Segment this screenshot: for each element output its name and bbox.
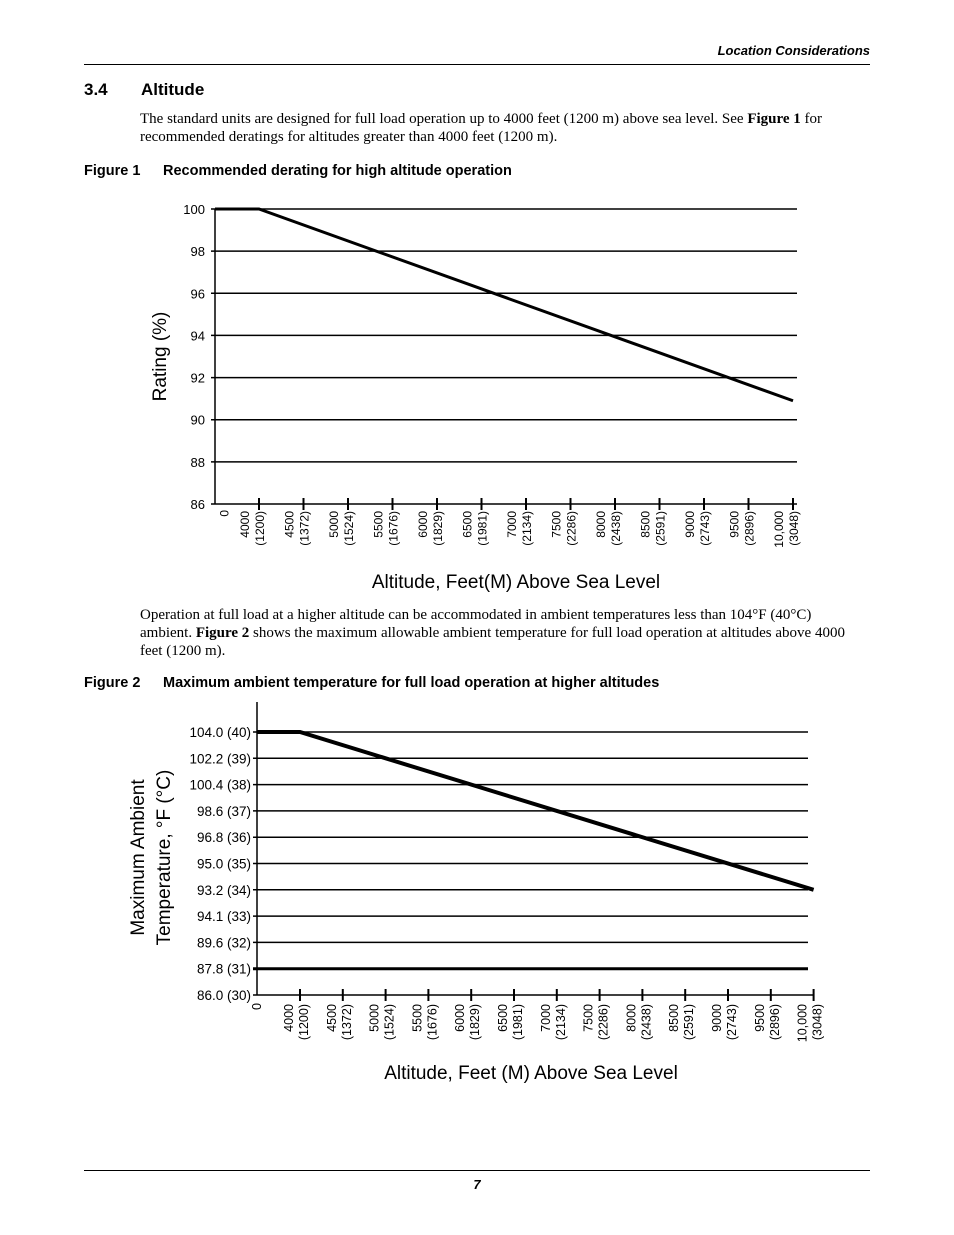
x-tick-label: 5500: [371, 511, 386, 538]
y-tick-label: 93.2 (34): [196, 882, 251, 898]
y-tick-label: 87.8 (31): [196, 961, 251, 977]
figure-2-number: Figure 2: [84, 675, 141, 691]
figure-1-caption: Recommended derating for high altitude operation: [163, 163, 512, 179]
x-tick-label: (1676): [425, 1004, 440, 1041]
x-tick-label: (2438): [639, 1004, 654, 1041]
x-tick-label: 4000: [282, 1004, 296, 1032]
y-tick-label: 86: [190, 497, 205, 512]
x-tick-label: (1372): [339, 1004, 354, 1041]
x-tick-label: (2743): [698, 511, 712, 546]
x-tick-label: 5000: [327, 511, 341, 538]
x-tick-label: (1524): [382, 1004, 397, 1041]
x-tick-label: 6500: [460, 511, 475, 538]
x-tick-label: (2591): [653, 511, 668, 546]
x-tick-label: (1200): [297, 1004, 311, 1041]
y-tick-label: 90: [190, 412, 205, 428]
y-tick-label: 88: [190, 454, 205, 470]
x-tick-label: 9500: [752, 1004, 767, 1032]
x-tick-label: (2591): [682, 1004, 697, 1041]
x-tick-label: 8500: [667, 1004, 682, 1032]
y-tick-label: 104.0 (40): [189, 725, 251, 740]
x-tick-label: (1372): [297, 511, 312, 546]
x-tick-label: 8000: [594, 511, 608, 538]
y-tick-label: 98.6 (37): [196, 803, 251, 819]
x-tick-label: 4500: [324, 1004, 339, 1032]
x-tick-label: 9000: [710, 1004, 724, 1032]
x-tick-label: 6000: [416, 511, 430, 538]
x-tick-label: (2743): [725, 1004, 739, 1041]
x-axis-title: Altitude, Feet (M) Above Sea Level: [384, 1063, 678, 1084]
x-tick-label: 6000: [453, 1004, 468, 1032]
x-tick-label: 10,000: [795, 1004, 810, 1043]
section-number: 3.4: [84, 80, 108, 99]
x-tick-label: 7000: [505, 511, 519, 538]
x-tick-label: 10,000: [772, 511, 786, 548]
x-tick-label: (2438): [609, 511, 623, 546]
x-tick-label: (1981): [511, 1004, 525, 1041]
x-tick-label: 7500: [581, 1004, 596, 1032]
y-tick-label: 98: [190, 244, 205, 260]
y-tick-label: 102.2 (39): [189, 751, 251, 767]
y-tick-label: 96: [190, 286, 205, 302]
x-tick-label: 8500: [638, 511, 653, 538]
x-tick-label: (1676): [386, 511, 401, 546]
figure-2-caption: Maximum ambient temperature for full load operation at higher altitudes: [163, 675, 660, 691]
figure-2-ref: Figure 2: [195, 625, 250, 641]
x-tick-label: 6500: [496, 1004, 510, 1032]
x-tick-label: (3048): [787, 511, 801, 546]
paragraph-2: Operation at full load at a higher altitude can be accommodated in ambient temperatures less than 104°F (40°C) ambient. Figure 2 shows the maximum allowable ambient temperature for full load operation at altitudes above 4000 feet (1200 m).: [140, 607, 845, 659]
x-axis-title: Altitude, Feet(M) Above Sea Level: [371, 572, 661, 593]
y-tick-label: 100.4 (38): [189, 777, 251, 793]
x-tick-label: (1524): [342, 511, 356, 546]
x-tick-label: 7500: [549, 511, 564, 538]
rating-derating-chart: [0, 190, 954, 600]
y-tick-label: 86.0 (30): [196, 988, 251, 1003]
header-rule: [84, 64, 870, 65]
y-axis-title-line-2: Temperature, °F (°C): [154, 769, 175, 946]
x-tick-label: (1981): [475, 511, 490, 546]
ambient-temperature-chart: [0, 700, 954, 1090]
x-tick-label: 0: [217, 510, 231, 517]
x-tick-label: (2134): [553, 1004, 568, 1041]
x-tick-label: (2896): [742, 511, 757, 546]
x-tick-label: (1200): [253, 511, 267, 546]
x-tick-label: (2134): [520, 511, 534, 546]
paragraph-1: The standard units are designed for full load operation up to 4000 feet (1200 m) above sea level. See Figure 1 for recommended deratings for altitudes greater than 4000 feet (1200 m).: [140, 111, 823, 145]
x-tick-label: 4500: [282, 511, 297, 538]
y-tick-label: 100: [183, 202, 205, 217]
x-tick-label: (2286): [596, 1004, 611, 1041]
x-tick-label: (3048): [810, 1004, 825, 1041]
x-tick-label: 8000: [624, 1004, 639, 1032]
running-header: Location Considerations: [717, 43, 870, 58]
x-tick-label: 0: [249, 1003, 263, 1010]
footer-rule: [84, 1170, 870, 1171]
y-tick-label: 94.1 (33): [196, 909, 251, 925]
y-tick-label: 92: [190, 370, 205, 386]
x-tick-label: 5500: [410, 1004, 425, 1032]
series-line: [215, 209, 793, 401]
x-tick-label: (2896): [767, 1004, 782, 1041]
x-tick-label: 7000: [538, 1004, 553, 1032]
x-tick-label: (2286): [564, 511, 579, 546]
page-number: 7: [473, 1177, 481, 1192]
y-tick-label: 95.0 (35): [196, 856, 251, 872]
x-tick-label: 4000: [238, 511, 252, 538]
figure-1-number: Figure 1: [84, 163, 141, 179]
y-tick-label: 89.6 (32): [196, 935, 251, 951]
x-tick-label: 9500: [727, 511, 742, 538]
x-tick-label: 9000: [683, 511, 697, 538]
x-tick-label: (1829): [468, 1004, 483, 1041]
section-title: Altitude: [141, 80, 205, 99]
figure-1-ref: Figure 1: [747, 111, 801, 127]
x-tick-label: 5000: [367, 1004, 382, 1032]
y-axis-title-line-1: Maximum Ambient: [128, 779, 149, 936]
y-tick-label: 96.8 (36): [196, 830, 251, 846]
x-tick-label: (1829): [431, 511, 445, 546]
y-axis-title: Rating (%): [150, 311, 171, 402]
y-tick-label: 94: [190, 328, 205, 344]
